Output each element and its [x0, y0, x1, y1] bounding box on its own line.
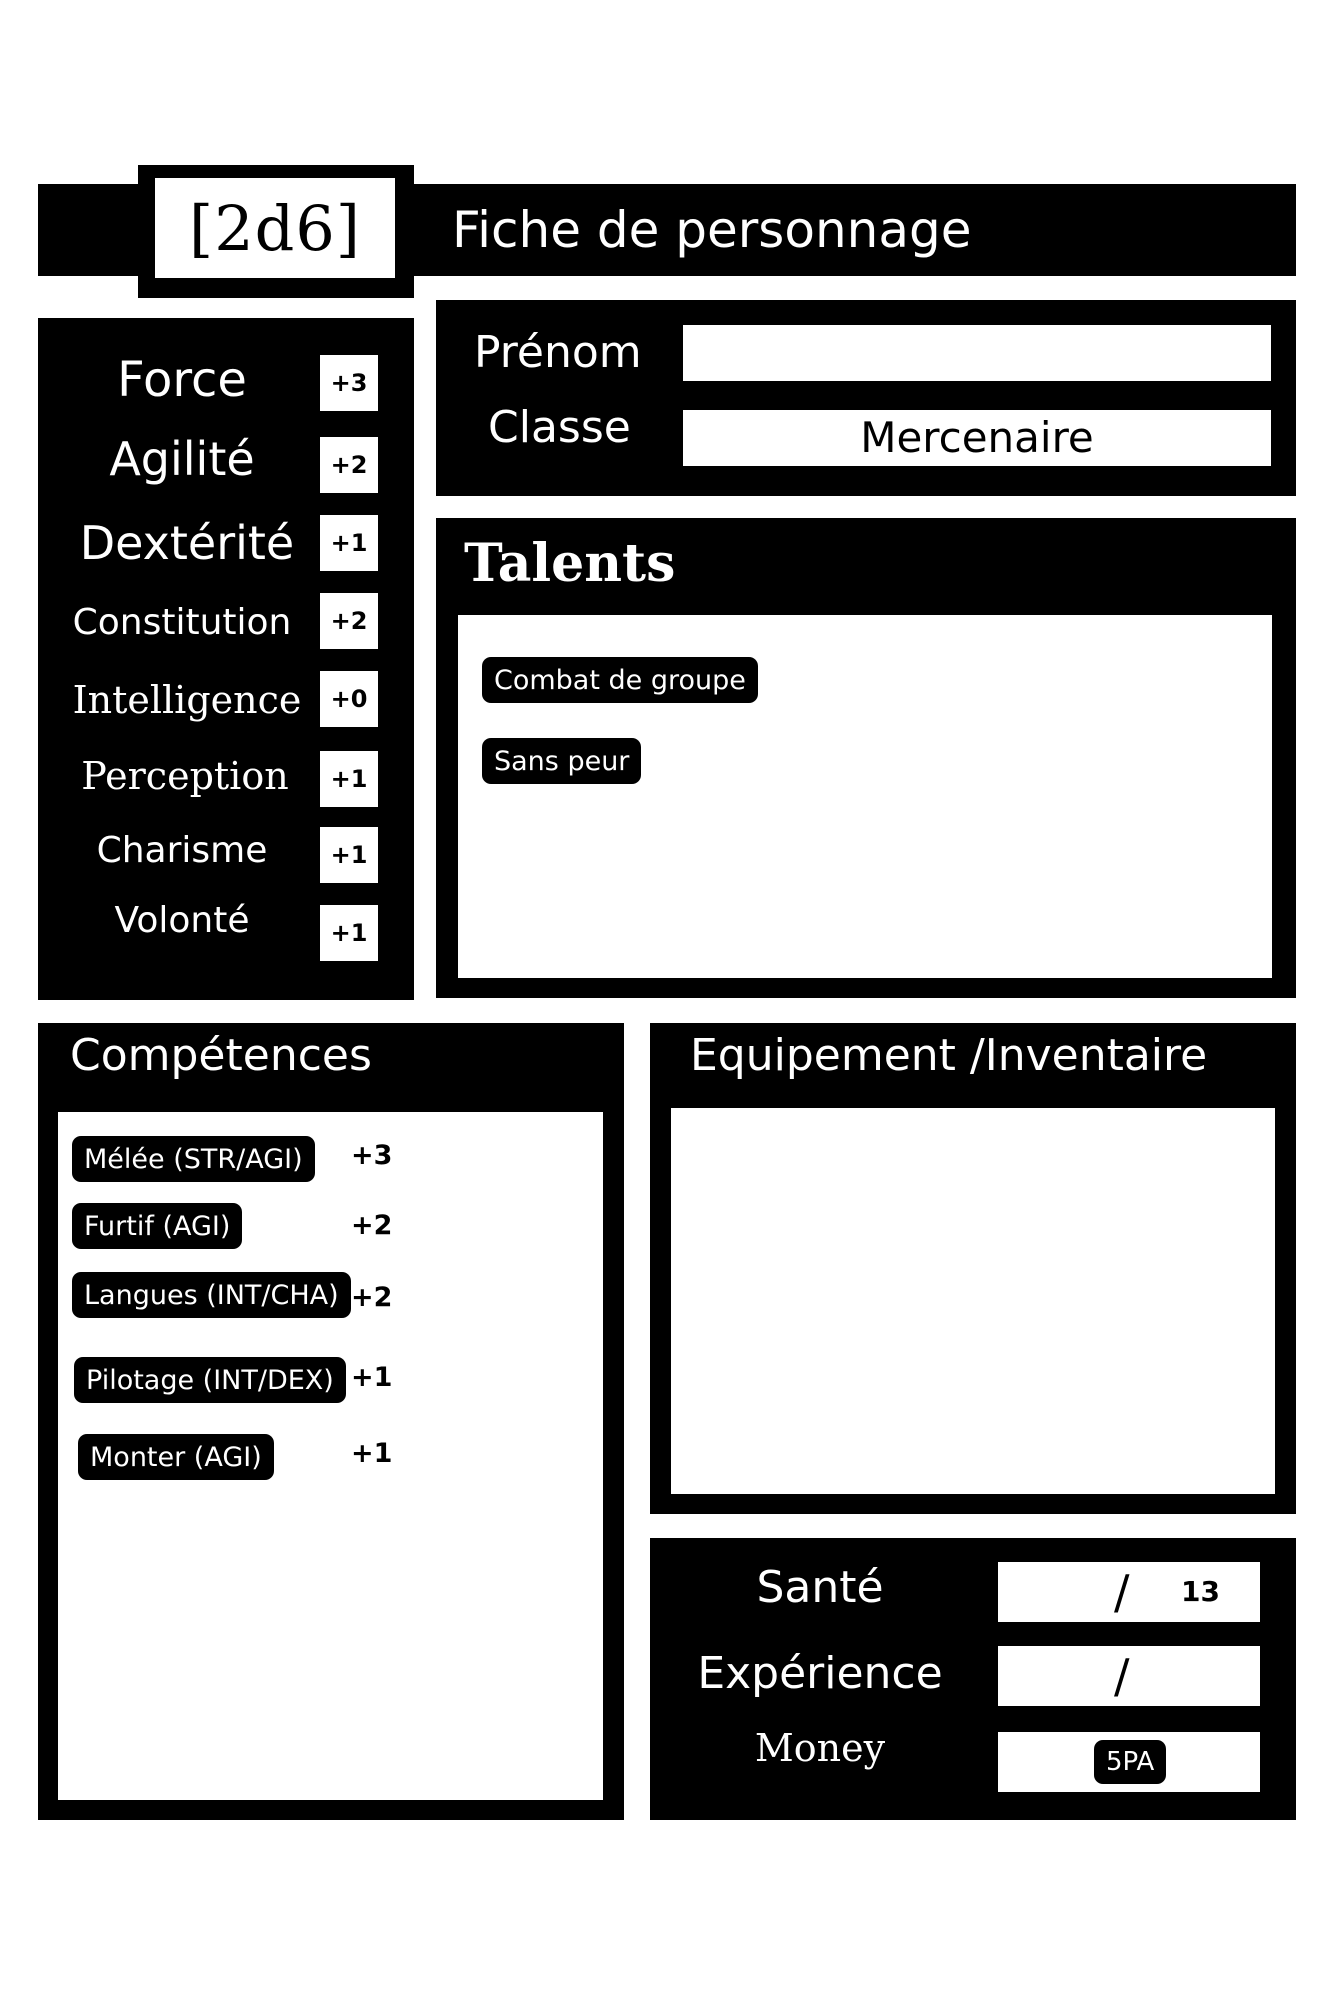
- talent-item: Sans peur: [482, 738, 641, 784]
- attribute-value-perception[interactable]: +1: [320, 751, 378, 807]
- money-label: Money: [754, 1726, 886, 1770]
- skill-bonus: +1: [351, 1438, 393, 1469]
- attribute-label-constitution: Constitution: [72, 602, 292, 643]
- attribute-label-willpower: Volonté: [114, 900, 250, 941]
- money-field[interactable]: [998, 1732, 1260, 1792]
- attribute-value-dexterity[interactable]: +1: [320, 515, 378, 571]
- inventory-title: Equipement /Inventaire: [690, 1030, 1208, 1081]
- inventory-area[interactable]: [671, 1108, 1275, 1494]
- attribute-label-dexterity: Dextérité: [79, 516, 295, 570]
- logo: [2d6]: [155, 178, 395, 278]
- skill-name: Langues (INT/CHA): [72, 1272, 351, 1318]
- skill-bonus: +2: [351, 1282, 393, 1313]
- health-max: 13: [1181, 1575, 1220, 1608]
- first-name-field[interactable]: [683, 325, 1271, 381]
- attribute-label-perception: Perception: [81, 754, 289, 798]
- skills-title: Compétences: [70, 1030, 372, 1081]
- health-label: Santé: [756, 1562, 884, 1613]
- talents-title: Talents: [464, 533, 676, 594]
- attribute-value-agility[interactable]: +2: [320, 437, 378, 493]
- attributes-panel: [38, 318, 414, 1000]
- skill-name: Monter (AGI): [78, 1434, 274, 1480]
- attribute-value-charisma[interactable]: +1: [320, 827, 378, 883]
- attribute-value-intelligence[interactable]: +0: [320, 671, 378, 727]
- skill-name: Pilotage (INT/DEX): [74, 1357, 346, 1403]
- health-separator: /: [1114, 1565, 1130, 1619]
- attribute-value-willpower[interactable]: +1: [320, 905, 378, 961]
- money-value: 5PA: [1094, 1740, 1166, 1784]
- skill-name: Mélée (STR/AGI): [72, 1136, 315, 1182]
- class-label: Classe: [488, 402, 631, 453]
- skill-bonus: +2: [351, 1210, 393, 1241]
- attribute-label-charisma: Charisme: [96, 830, 268, 871]
- skill-bonus: +3: [351, 1140, 393, 1171]
- attribute-label-intelligence: Intelligence: [72, 678, 302, 722]
- health-field[interactable]: [998, 1562, 1260, 1622]
- class-field[interactable]: Mercenaire: [683, 410, 1271, 466]
- sheet-title: Fiche de personnage: [452, 201, 972, 259]
- first-name-label: Prénom: [474, 327, 642, 378]
- experience-field[interactable]: [998, 1646, 1260, 1706]
- skill-name: Furtif (AGI): [72, 1203, 242, 1249]
- attribute-label-agility: Agilité: [109, 432, 255, 486]
- experience-label: Expérience: [697, 1648, 943, 1699]
- attribute-label-force: Force: [117, 352, 247, 408]
- skill-bonus: +1: [351, 1362, 393, 1393]
- attribute-value-force[interactable]: +3: [320, 355, 378, 411]
- attribute-value-constitution[interactable]: +2: [320, 593, 378, 649]
- experience-separator: /: [1114, 1649, 1130, 1703]
- talent-item: Combat de groupe: [482, 657, 758, 703]
